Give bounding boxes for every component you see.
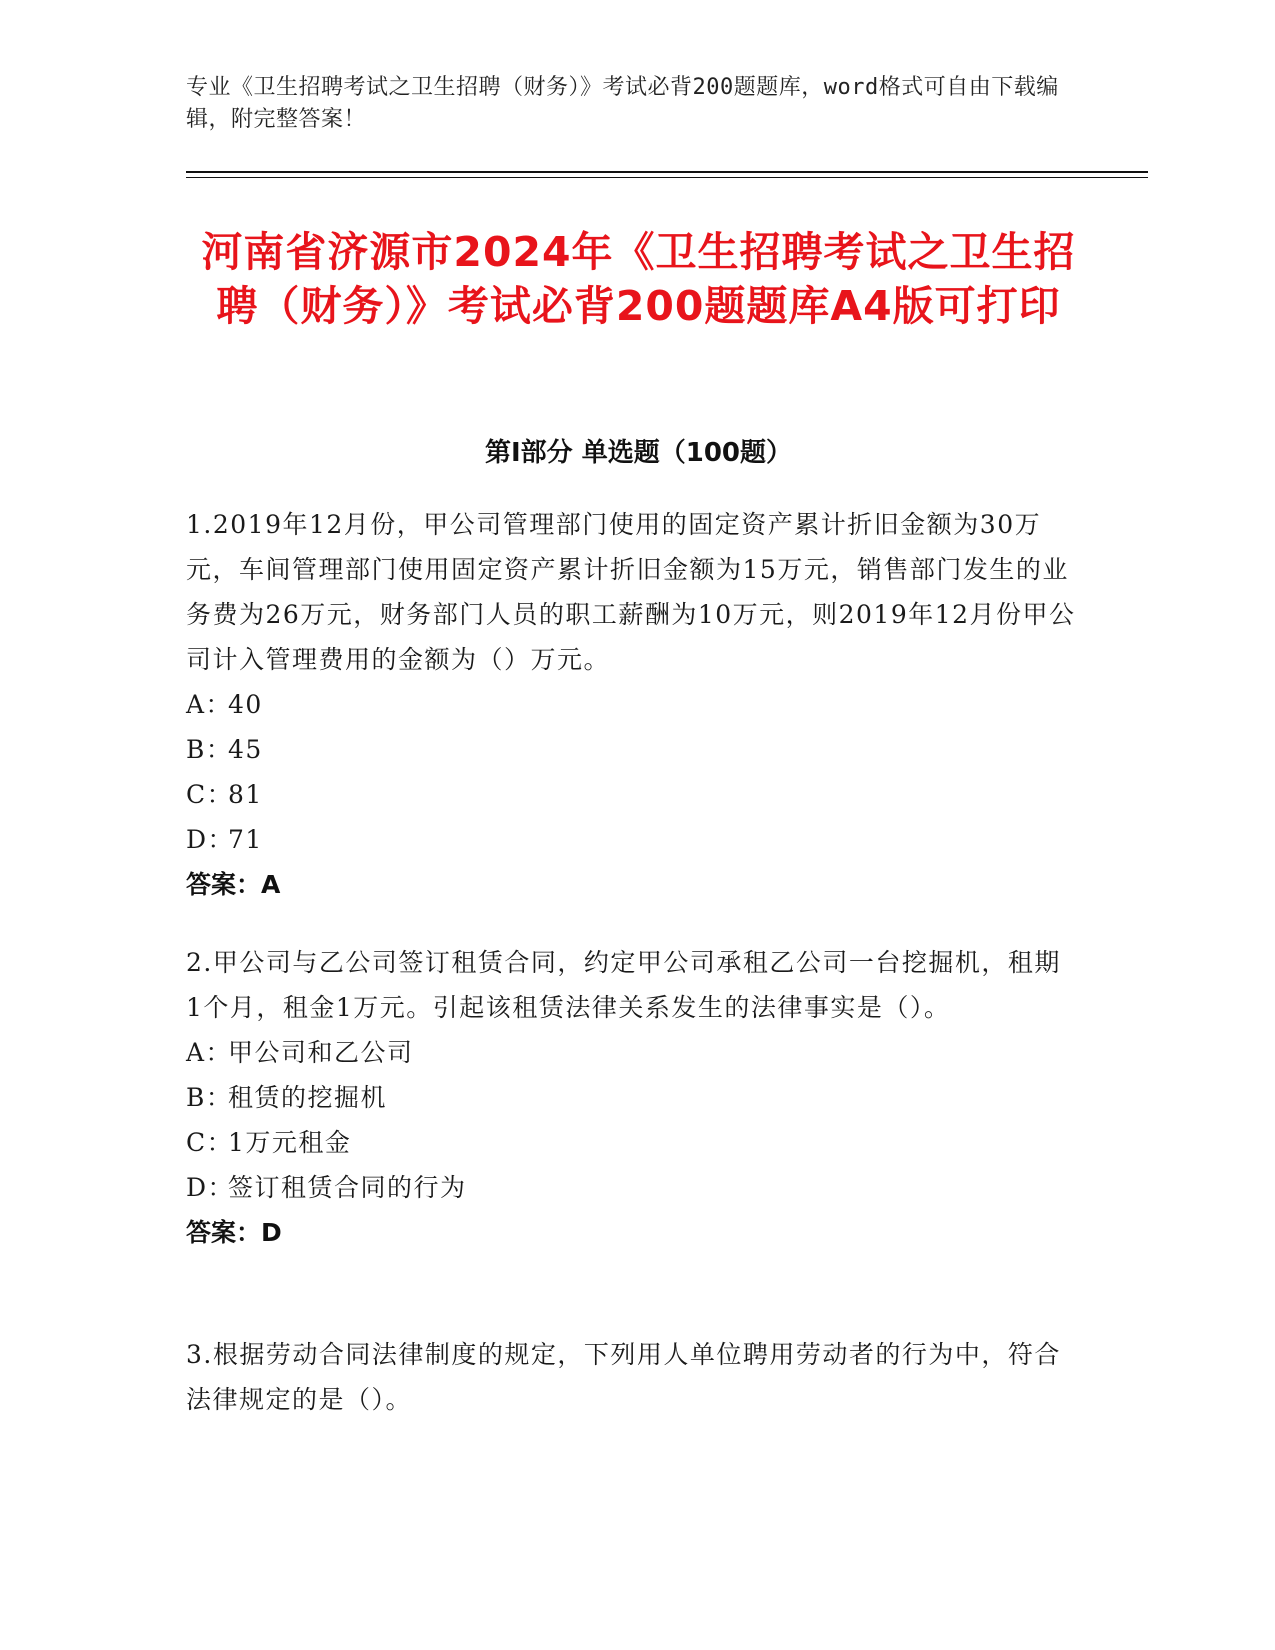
option-text: 71 <box>228 825 263 854</box>
option-key: C： <box>186 780 234 809</box>
option-text: 45 <box>228 735 263 764</box>
option-c <box>186 1120 1076 1165</box>
option-b <box>186 727 1076 772</box>
option-text: 租赁的挖掘机 <box>228 1083 388 1112</box>
option-text: 81 <box>228 780 263 809</box>
answer-line: 答案：A <box>186 870 281 899</box>
question-2 <box>186 940 1076 1255</box>
option-c <box>186 772 1076 817</box>
option-d <box>186 1165 1076 1210</box>
option-key: C： <box>186 1128 234 1157</box>
question-stem: 2.甲公司与乙公司签订租赁合同，约定甲公司承租乙公司一台挖掘机，租期1个月，租金1万元。引起该租赁法律关系发生的法律事实是（）。 <box>186 948 1061 1022</box>
option-key: A： <box>186 690 233 719</box>
option-a <box>186 682 1076 727</box>
option-key: A： <box>186 1038 233 1067</box>
option-text: 甲公司和乙公司 <box>228 1038 414 1067</box>
header-note: 专业《卫生招聘考试之卫生招聘（财务）》考试必背200题题库，word格式可自由下载编辑，附完整答案！ <box>186 75 1059 132</box>
option-key: B： <box>186 735 233 764</box>
question-stem: 3.根据劳动合同法律制度的规定，下列用人单位聘用劳动者的行为中，符合法律规定的是（）。 <box>186 1340 1061 1414</box>
option-text: 签订租赁合同的行为 <box>228 1173 467 1202</box>
option-b <box>186 1075 1076 1120</box>
question-stem: 1.2019年12月份，甲公司管理部门使用的固定资产累计折旧金额为30万元，车间管理部门使用固定资产累计折旧金额为15万元，销售部门发生的业务费为26万元，财务部门人员的职工薪酬为10万元，则2019年12月份甲公司计入管理费用的金额为（）万元。 <box>186 510 1076 674</box>
option-d <box>186 817 1076 862</box>
question-3 <box>186 1332 1076 1422</box>
option-text: 40 <box>228 690 263 719</box>
section-heading: 第I部分 单选题（100题） <box>485 438 792 468</box>
answer-line: 答案：D <box>186 1218 282 1247</box>
option-key: D： <box>186 825 235 854</box>
option-a <box>186 1030 1076 1075</box>
option-key: B： <box>186 1083 233 1112</box>
header-divider <box>186 171 1148 173</box>
header-divider-thin <box>186 177 1148 178</box>
option-text: 1万元租金 <box>228 1128 352 1157</box>
document-title: 河南省济源市2024年《卫生招聘考试之卫生招聘（财务）》考试必背200题题库A4版可打印 <box>201 228 1076 330</box>
option-key: D： <box>186 1173 235 1202</box>
question-1 <box>186 502 1076 907</box>
